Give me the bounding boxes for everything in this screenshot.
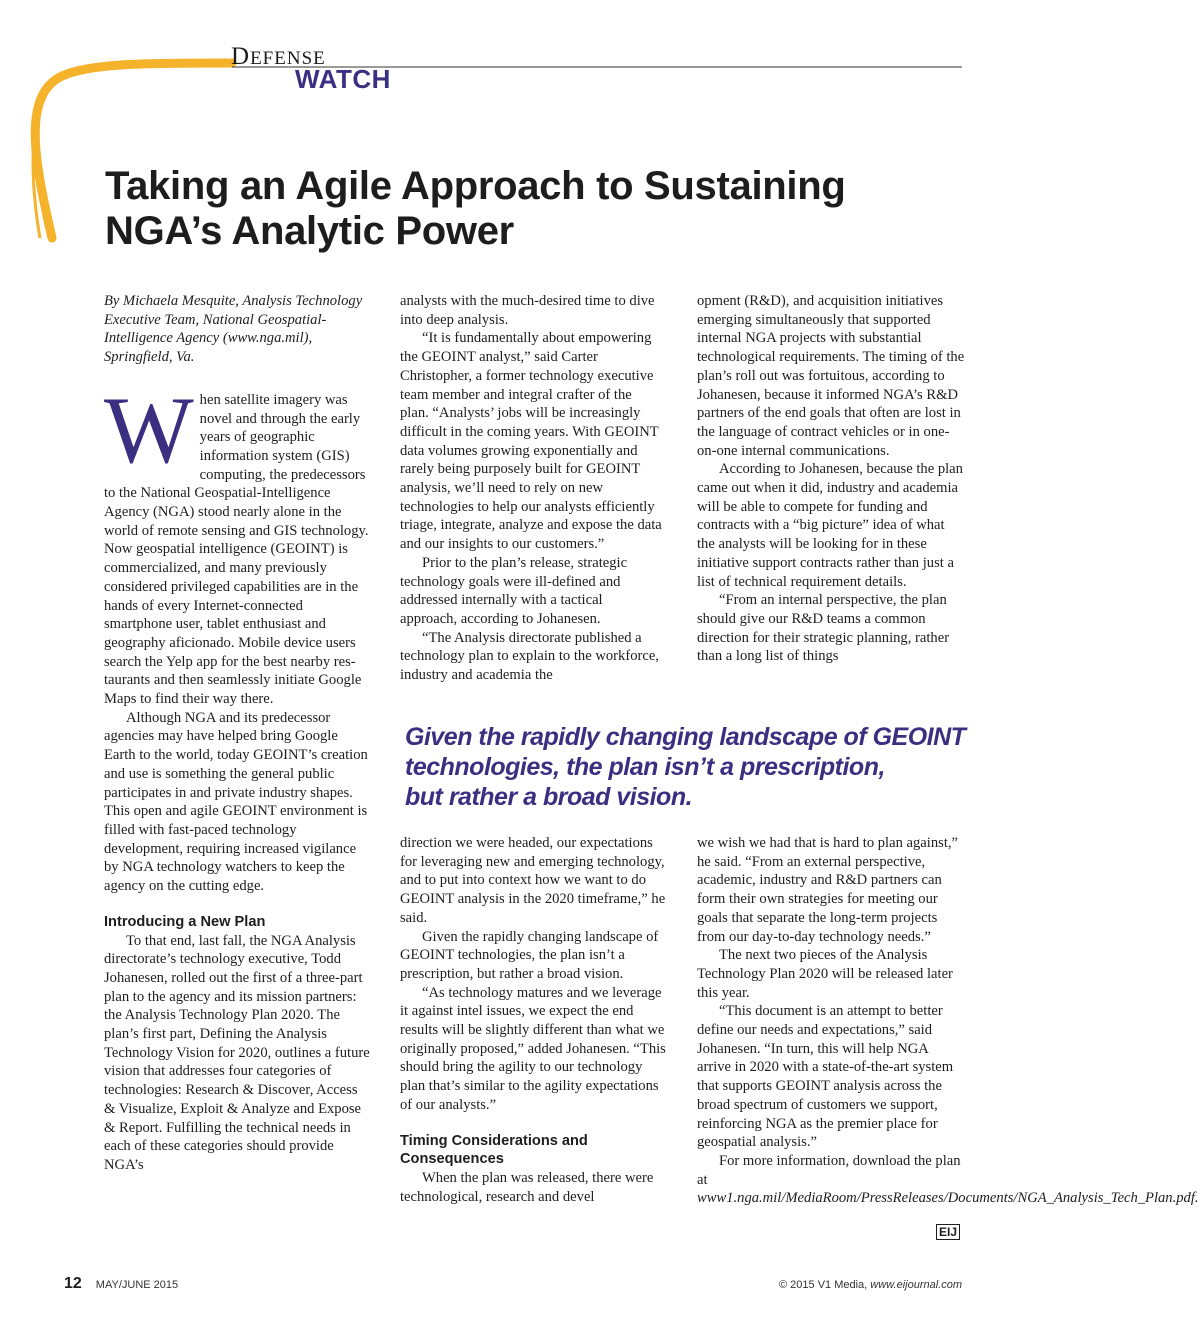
pull-quote-line: technologies, the plan isn’t a prescription, — [405, 753, 885, 781]
body-paragraph: “The Analysis directorate published a technology plan to explain to the workforce, industry and academia the — [400, 629, 659, 684]
drop-cap: W — [104, 376, 194, 483]
body-paragraph: “This document is an attempt to better define our needs and expectations,” said Johanesen. “In turn, this will help NGA arrive in 2020 with a state-of-the-art system that supports GEOINT analysis across the broad spectrum of customers we support, reinforcing NGA as the premier place for geospatial analysis.” — [697, 1003, 954, 1151]
body-paragraph: “It is fundamentally about empowering the GEOINT analyst,” said Carter Christopher, a former technology executive team member and integral crafter of the plan. “Analysts’ jobs will be increasingly difficult in the coming years. With GEOINT data volumes growing exponentially and rarely being purposely built for GEOINT analysis, we’ll need to rely on new technologies to help our analysts efficiently triage, integrate, analyze and expose the data and our insights to our customers.” — [400, 330, 662, 553]
column-1 — [104, 292, 372, 1175]
subhead-new-plan: Introducing a New Plan — [104, 913, 266, 930]
headline-line-1: Taking an Agile Approach to Sustaining — [105, 164, 846, 208]
pull-quote-line: Given the rapidly changing landscape of GEOINT — [405, 723, 966, 751]
website-link[interactable]: www.eijournal.com — [870, 1279, 962, 1291]
subhead-timing: Timing Considerations and Consequences — [400, 1132, 588, 1168]
body-paragraph: According to Johanesen, because the plan came out when it did, industry and academia will be able to compete for funding and contracts with a “big picture” idea of what the analysts will be looking for in these initiative support contracts rather than just a list of technical requirement details. — [697, 461, 963, 590]
column-2-bottom — [400, 834, 666, 1206]
footer-left — [64, 1275, 178, 1293]
end-of-article-mark: EIJ — [936, 1224, 960, 1240]
body-paragraph: direction we were headed, our expectations for leveraging new and emerging technology, and to put into context how we want to do GEOINT analysis in the 2020 timeframe,” he said. — [400, 835, 666, 926]
byline: By Michaela Mesquite, Analysis Technology Executive Team, National Geospatial-Intelligence Agency (www.nga.mil), Springfield, Va. — [104, 293, 363, 366]
body-paragraph: Given the rapidly changing landscape of GEOINT technologies, the plan isn’t a prescription, but rather a broad vision. — [400, 928, 659, 982]
section-kicker-watch: WATCH — [295, 64, 391, 94]
page-number: 12 — [64, 1275, 82, 1292]
body-paragraph: The next two pieces of the Analysis Technology Plan 2020 will be released later this year. — [697, 947, 953, 1001]
footer-right — [779, 1279, 962, 1291]
column-3-bottom — [697, 834, 1199, 1208]
pull-quote — [405, 722, 965, 812]
body-paragraph: opment (R&D), and acquisition initiatives emerging simultaneously that supported internal NGA projects with substantial technological requirements. The timing of the plan’s roll out was fortuitous, according to Johanesen, because it informed NGA’s R&D partners of the end goals that often are lost in the language of contract vehicles or in one-on-one internal communications. — [697, 293, 965, 459]
column-3-top — [697, 292, 965, 666]
plan-url-link[interactable]: www1.nga.mil/MediaRoom/PressReleases/Documents/NGA_Analysis_Tech_Plan.pdf. — [697, 1190, 1199, 1207]
lead-paragraph — [104, 376, 372, 709]
article-headline — [105, 164, 865, 254]
body-paragraph: When the plan was released, there were technological, research and devel — [400, 1169, 654, 1205]
body-paragraph: “From an internal perspective, the plan should give our R&D teams a common direction for their strategic planning, rather than a long list of things — [697, 592, 950, 665]
pull-quote-line: but rather a broad vision. — [405, 783, 693, 811]
body-paragraph: To that end, last fall, the NGA Analysis directorate’s technology executive, Todd Johanesen, rolled out the first of a three-part plan to the agency and its mission partners: the Analysis Technology Plan 2020. The plan’s first part, Defining the Analysis Technology Vision for 2020, outlines a future vision that addresses four categories of technologies: Research & Discover, Access & Visualize, Exploit & Analyze and Expose & Report. Fulfilling the technical needs in each of these categories should provide NGA’s — [104, 932, 370, 1173]
body-paragraph: analysts with the much-desired time to dive into deep analysis. — [400, 293, 655, 328]
body-paragraph: Although NGA and its predecessor agencies may have helped bring Google Earth to the world, today GEOINT’s creation and use is something the general public participates in and private industry shapes. This open and agile GEOINT environment is filled with fast-paced technology development, requiring increased vigilance by NGA technology watchers to keep the agency on the cutting edge. — [104, 709, 368, 895]
section-kicker-defense: DEFENSE — [231, 43, 326, 70]
column-2-top — [400, 292, 662, 685]
body-paragraph: Prior to the plan’s release, strategic technology goals were ill-defined and addressed internally with a tactical approach, according to Johanesen. — [400, 554, 628, 627]
issue-date: MAY/JUNE 2015 — [95, 1279, 179, 1291]
headline-line-2: NGA’s Analytic Power — [105, 209, 514, 253]
body-paragraph: “As technology matures and we leverage it against intel issues, we expect the end results will be slightly different than what we originally proposed,” added Johanesen. “This should bring the agility to our technology plan that’s similar to the agility expectations of our analysts.” — [400, 984, 666, 1113]
body-paragraph: we wish we had that is hard to plan against,” he said. “From an external perspective, academic, industry and R&D partners can form their own strategies for meeting our goals that separate the long-term projects from our day-to-day technology needs.” — [697, 835, 958, 945]
copyright: © 2015 V1 Media, — [779, 1279, 871, 1291]
closing-paragraph: For more information, download the plan at www1.nga.mil/MediaRoom/PressReleases/Documents/NGA_Analysis_Tech_Plan.pdf. — [697, 1152, 1199, 1207]
lead-text: hen satellite imagery was novel and through the early years of geographic information system (GIS) computing, the predecessors to the National Geospatial-Intelligence Agency (NGA) stood nearly alone in the world of remote sensing and GIS technology. Now geospatial intelligence (GEOINT) is commercialized, and many previously considered privileged capabilities are in the hands of every Internet-connected smartphone user, tablet enthusiast and geography aficionado. Mobile device users search the Yelp app for the best nearby restaurants and then seamlessly initiate Google Maps to find their way there. — [104, 391, 369, 708]
